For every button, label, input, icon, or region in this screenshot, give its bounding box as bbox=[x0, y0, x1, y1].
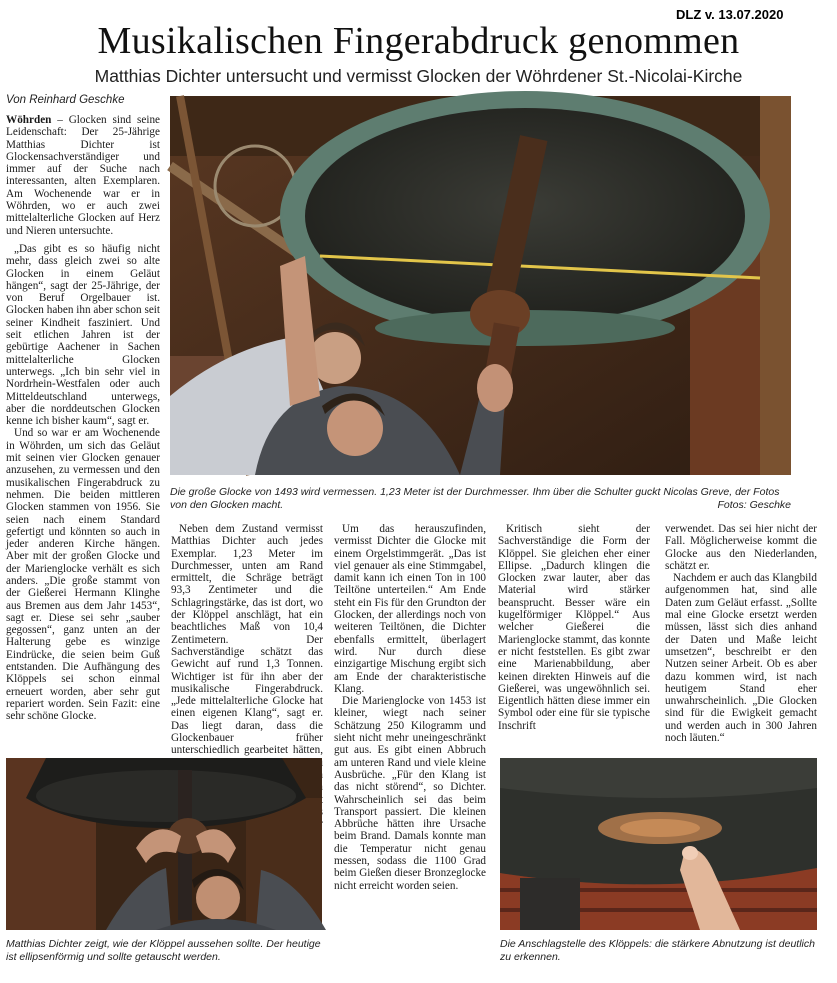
bottom-right-photo-strike-point bbox=[500, 758, 817, 930]
column-5-paragraph-1: verwendet. Das sei hier nicht der Fall. Möglicherweise kommt die Glocke aus den Niederlanden, schätzt er. bbox=[665, 523, 817, 572]
column-3-paragraph-1: Um das herauszufinden, vermisst Dichter die Glocke mit einem Orgelstimmgerät. „Das ist viel genauer als eine Stimmgabel, damit kann ich einen Ton in 100 Teiltöne unterteilen.“ Am Ende steht ein Fis für den Grundton der Glocken, der allerdings noch von weiteren Teiltönen, die Dichter ebenfalls ermittelt, überlagert wird. Nur durch diese einzigartige Mischung ergibt sich am Ende der charakteristische Klang. bbox=[334, 523, 486, 695]
bottom-left-photo-clapper bbox=[6, 758, 322, 930]
main-caption-text: Die große Glocke von 1493 wird vermessen. 1,23 Meter ist der Durchmesser. Ihm über die Schulter guckt Nicolas Greve, der Fotos von den Glocken macht. bbox=[170, 486, 780, 511]
article-column-2 bbox=[171, 523, 323, 758]
dateline: Wöhrden bbox=[6, 114, 52, 126]
byline: Von Reinhard Geschke bbox=[6, 94, 125, 106]
main-photo-caption bbox=[170, 486, 791, 511]
main-photo-bell-measurement bbox=[170, 96, 791, 475]
article-column-3 bbox=[334, 523, 486, 973]
article-column-4 bbox=[498, 523, 650, 758]
column-4-paragraph-1: Kritisch sieht der Sachverständige die Form der Klöppel. Sie gleichen eher einer Ellipse. „Dadurch klingen die Glocken zwar lauter, aber das Material wird stärker beansprucht. Besser wäre ein kugelförmiger Klöppel.“ Aus welcher Gießerei die Marienglocke stammt, das konnte er nicht feststellen. Es gibt zwar eine Marienabbildung, aber keinen direkten Hinweis auf die Gießerei, was ungewöhnlich sei. Eigentlich hätten diese immer ein Symbol oder eine für sie typische Inschrift bbox=[498, 523, 650, 732]
column-2-paragraph-1: Neben dem Zustand vermisst Matthias Dichter auch jedes Exemplar. 1,23 Meter im Durchmesser, unten am Rand ermittelt, die Schräge beträgt 93,3 Zentimeter und die Schlagringstärke, das ist dort, wo der Klöppel anschlägt, hat ein beachtliches Maß von 10,4 Zentimetern. Der Sachverständige schätzt das Gewicht auf rund 1,3 Tonnen. Wichtiger ist für ihn aber der musikalische Fingerabdruck. „Jede mittelalterliche Glocke hat einen eigenen Klang“, sagt er. Das liegt daran, dass die Glockenbauer früher unterschiedlich gearbeitet hätten, bbox=[171, 523, 323, 757]
photo-credit: Fotos: Geschke bbox=[717, 498, 791, 511]
column-3-paragraph-2: Die Marienglocke von 1453 ist kleiner, wiegt nach seiner Schätzung 250 Kilogramm und sieht nicht mehr uneingeschränkt gut aus. Es gibt einen Abbruch am unteren Rand und viele kleine Ausbrüche. „Für den Klang ist das nicht störend“, so Dichter. Wahrscheinlich sei das beim Transport passiert. Die kleinen Abbrüche hätten ihre Ursache beim Brand. Damals konnte man die Temperatur nicht genau messen, sodass die 1100 Grad beim Gießen dieser Bronzeglocke nicht erreicht worden seien. bbox=[334, 695, 486, 892]
column-1-paragraph-3: Und so war er am Wochenende in Wöhrden, um sich das Geläut mit seinen vier Glocken genauer anzusehen, zu vermessen und den musikalischen Fingerabdruck zu nehmen. Die beiden mittleren Glocken stammen von 1956. Sie seien nach einem Standard gefertigt und könnten so auch in jeder anderen Kirche hängen. Aber mit der großen Glocke und der Marienglocke verhält es sich anders. „Die große stammt von der Gießerei Hermann Klinghe aus Bremen aus dem Jahr 1453“, sagt er. Diese sei sehr „sauber gegossen“, ganz unten an der Halterung gebe es winzige Eindrücke, die seien beim Guß entstanden. Die Aufhängung des Klöppels sei schon einmal erneuert worden, aber sehr gut repariert worden. Sein Fazit: eine sehr schöne Glocke. bbox=[6, 427, 160, 723]
headline: Musikalischen Fingerabdruck genommen bbox=[97, 20, 740, 62]
column-1-paragraph-2: „Das gibt es so häufig nicht mehr, dass gleich zwei so alte Glocken in einem Geläut hängen“, sagt der 25-Jährige, der von Beruf Orgelbauer ist. Glocken haben ihn aber schon seit seiner Kindheit fasziniert. Und seit etlichen Jahren ist der gebürtige Aachener in Sachen mittelalterliche Glocken unterwegs. „Ich bin sehr viel in Nordrhein-Westfalen oder auch Mitteldeutschland unterwegs, aber die norddeutschen Glocken kenne ich bisher kaum“, sagt er. bbox=[6, 242, 160, 428]
bottom-right-caption: Die Anschlagstelle des Klöppels: die stärkere Abnutzung ist deutlich zu erkennen. bbox=[500, 938, 815, 963]
bottom-left-caption: Matthias Dichter zeigt, wie der Klöppel aussehen sollte. Der heutige ist ellipsenförmig und sollte getauscht werden. bbox=[6, 938, 321, 963]
column-1-paragraph-1: – Glocken sind seine Leidenschaft: Der 25-Jährige Matthias Dichter ist Glockensachverständiger und immer auf der Suche nach interessanten, alten Exemplaren. Am Wochenende war er in Wöhrden, wo er auch zwei mittelalterliche Glocken auf Herz und Nieren untersuchte. bbox=[6, 114, 160, 237]
article-column-5 bbox=[665, 523, 817, 758]
article-column-1 bbox=[6, 114, 160, 746]
subheadline: Matthias Dichter untersucht und vermisst Glocken der Wöhrdener St.-Nicolai-Kirche bbox=[94, 66, 743, 86]
source-tag: DLZ v. 13.07.2020 bbox=[676, 7, 784, 22]
column-5-paragraph-2: Nachdem er auch das Klangbild aufgenommen hat, sind alle Daten zum Geläut erfasst. „Sollte mal eine Glocke ersetzt werden müssen, lässt sich dies anhand der Daten und Maße leicht umsetzen“, beschreibt er den Nutzen seiner Arbeit. Ob es aber dazu kommen wird, ist nach heutigem Stand eher unwahrscheinlich. „Die Glocken sind für die Ewigkeit gemacht und werden auch in 300 Jahren noch läuten.“ bbox=[665, 572, 817, 745]
